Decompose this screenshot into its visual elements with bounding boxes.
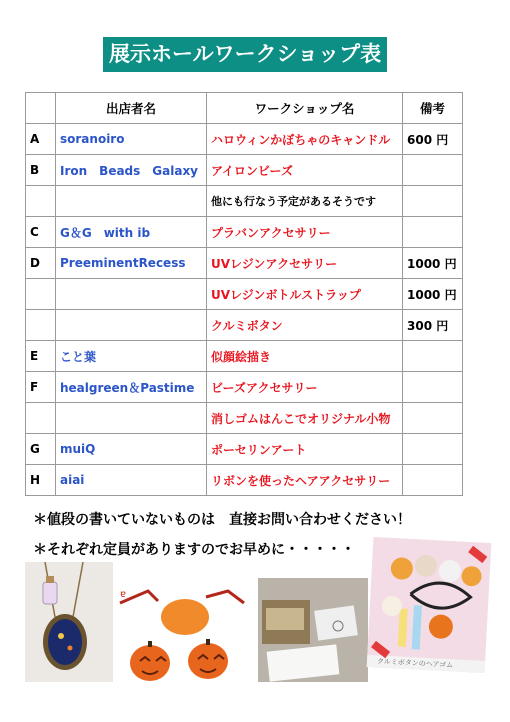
- cell-workshop: ハロウィンかぼちゃのキャンドル: [207, 124, 403, 155]
- table-row: [26, 248, 463, 279]
- cell-id: [26, 310, 56, 341]
- table-row: [26, 279, 463, 310]
- cell-shop-name: aiai: [56, 465, 207, 496]
- photo-stamp-goods: [258, 578, 368, 682]
- cell-shop-name: G＆G with ib: [56, 217, 207, 248]
- cell-workshop: UVレジンアクセサリー: [207, 248, 403, 279]
- table-row: [26, 465, 463, 496]
- cell-remarks: [403, 186, 463, 217]
- cell-shop-name: [56, 403, 207, 434]
- table-row: [26, 341, 463, 372]
- cell-workshop: アイロンビーズ: [207, 155, 403, 186]
- cell-workshop: 似顔絵描き: [207, 341, 403, 372]
- cell-workshop: プラバンアクセサリー: [207, 217, 403, 248]
- cell-id: H: [26, 465, 56, 496]
- table-row: [26, 434, 463, 465]
- cell-remarks: [403, 217, 463, 248]
- cell-workshop: クルミボタン: [207, 310, 403, 341]
- cell-remarks: [403, 403, 463, 434]
- cell-remarks: 600 円: [403, 124, 463, 155]
- workshop-table: [25, 92, 463, 496]
- cell-id: D: [26, 248, 56, 279]
- header-workshop: ワークショップ名: [207, 93, 403, 124]
- cell-shop-name: healgreen＆Pastime: [56, 372, 207, 403]
- cell-id: [26, 186, 56, 217]
- cell-remarks: 1000 円: [403, 248, 463, 279]
- cell-remarks: [403, 465, 463, 496]
- cell-id: G: [26, 434, 56, 465]
- table-row: [26, 124, 463, 155]
- table-row: [26, 372, 463, 403]
- note-capacity: ＊それぞれ定員がありますのでお早めに・・・・・: [33, 542, 355, 558]
- cell-workshop: ビーズアクセサリー: [207, 372, 403, 403]
- cell-remarks: 1000 円: [403, 279, 463, 310]
- cell-workshop: リボンを使ったヘアアクセサリー: [207, 465, 403, 496]
- cell-remarks: 300 円: [403, 310, 463, 341]
- table-row: [26, 155, 463, 186]
- cell-shop-name: PreeminentRecess: [56, 248, 207, 279]
- cell-id: B: [26, 155, 56, 186]
- cell-shop-name: Iron Beads Galaxy: [56, 155, 207, 186]
- cell-workshop: 他にも行なう予定があるそうです: [207, 186, 403, 217]
- table-row: [26, 217, 463, 248]
- cell-shop-name: [56, 186, 207, 217]
- cell-workshop: UVレジンボトルストラップ: [207, 279, 403, 310]
- cell-id: E: [26, 341, 56, 372]
- cell-shop-name: muiQ: [56, 434, 207, 465]
- header-remarks: 備考: [403, 93, 463, 124]
- svg-text:ɐ: ɐ: [120, 589, 127, 600]
- cell-remarks: [403, 372, 463, 403]
- header-id: [26, 93, 56, 124]
- photo-pumpkins: [118, 583, 246, 693]
- cell-remarks: [403, 155, 463, 186]
- cell-remarks: [403, 341, 463, 372]
- page-title: 展示ホールワークショップ表: [103, 37, 387, 72]
- cell-id: [26, 403, 56, 434]
- photo-resin-necklace: [25, 562, 113, 682]
- photo-walnut-buttons: [367, 537, 492, 673]
- table-row: [26, 310, 463, 341]
- cell-shop-name: soranoiro: [56, 124, 207, 155]
- cell-id: A: [26, 124, 56, 155]
- note-price: ＊値段の書いていないものは 直接お問い合わせください！: [33, 512, 411, 528]
- cell-id: F: [26, 372, 56, 403]
- notes: [33, 505, 411, 565]
- cell-shop-name: こと葉: [56, 341, 207, 372]
- table-row: [26, 403, 463, 434]
- cell-workshop: ポーセリンアート: [207, 434, 403, 465]
- cell-id: C: [26, 217, 56, 248]
- cell-shop-name: [56, 310, 207, 341]
- header-shop: 出店者名: [56, 93, 207, 124]
- cell-id: [26, 279, 56, 310]
- cell-remarks: [403, 434, 463, 465]
- table-row: [26, 186, 463, 217]
- cell-shop-name: [56, 279, 207, 310]
- cell-workshop: 消しゴムはんこでオリジナル小物: [207, 403, 403, 434]
- table-header-row: [26, 93, 463, 124]
- photo-caption: クルミボタンのヘアゴム: [376, 657, 454, 670]
